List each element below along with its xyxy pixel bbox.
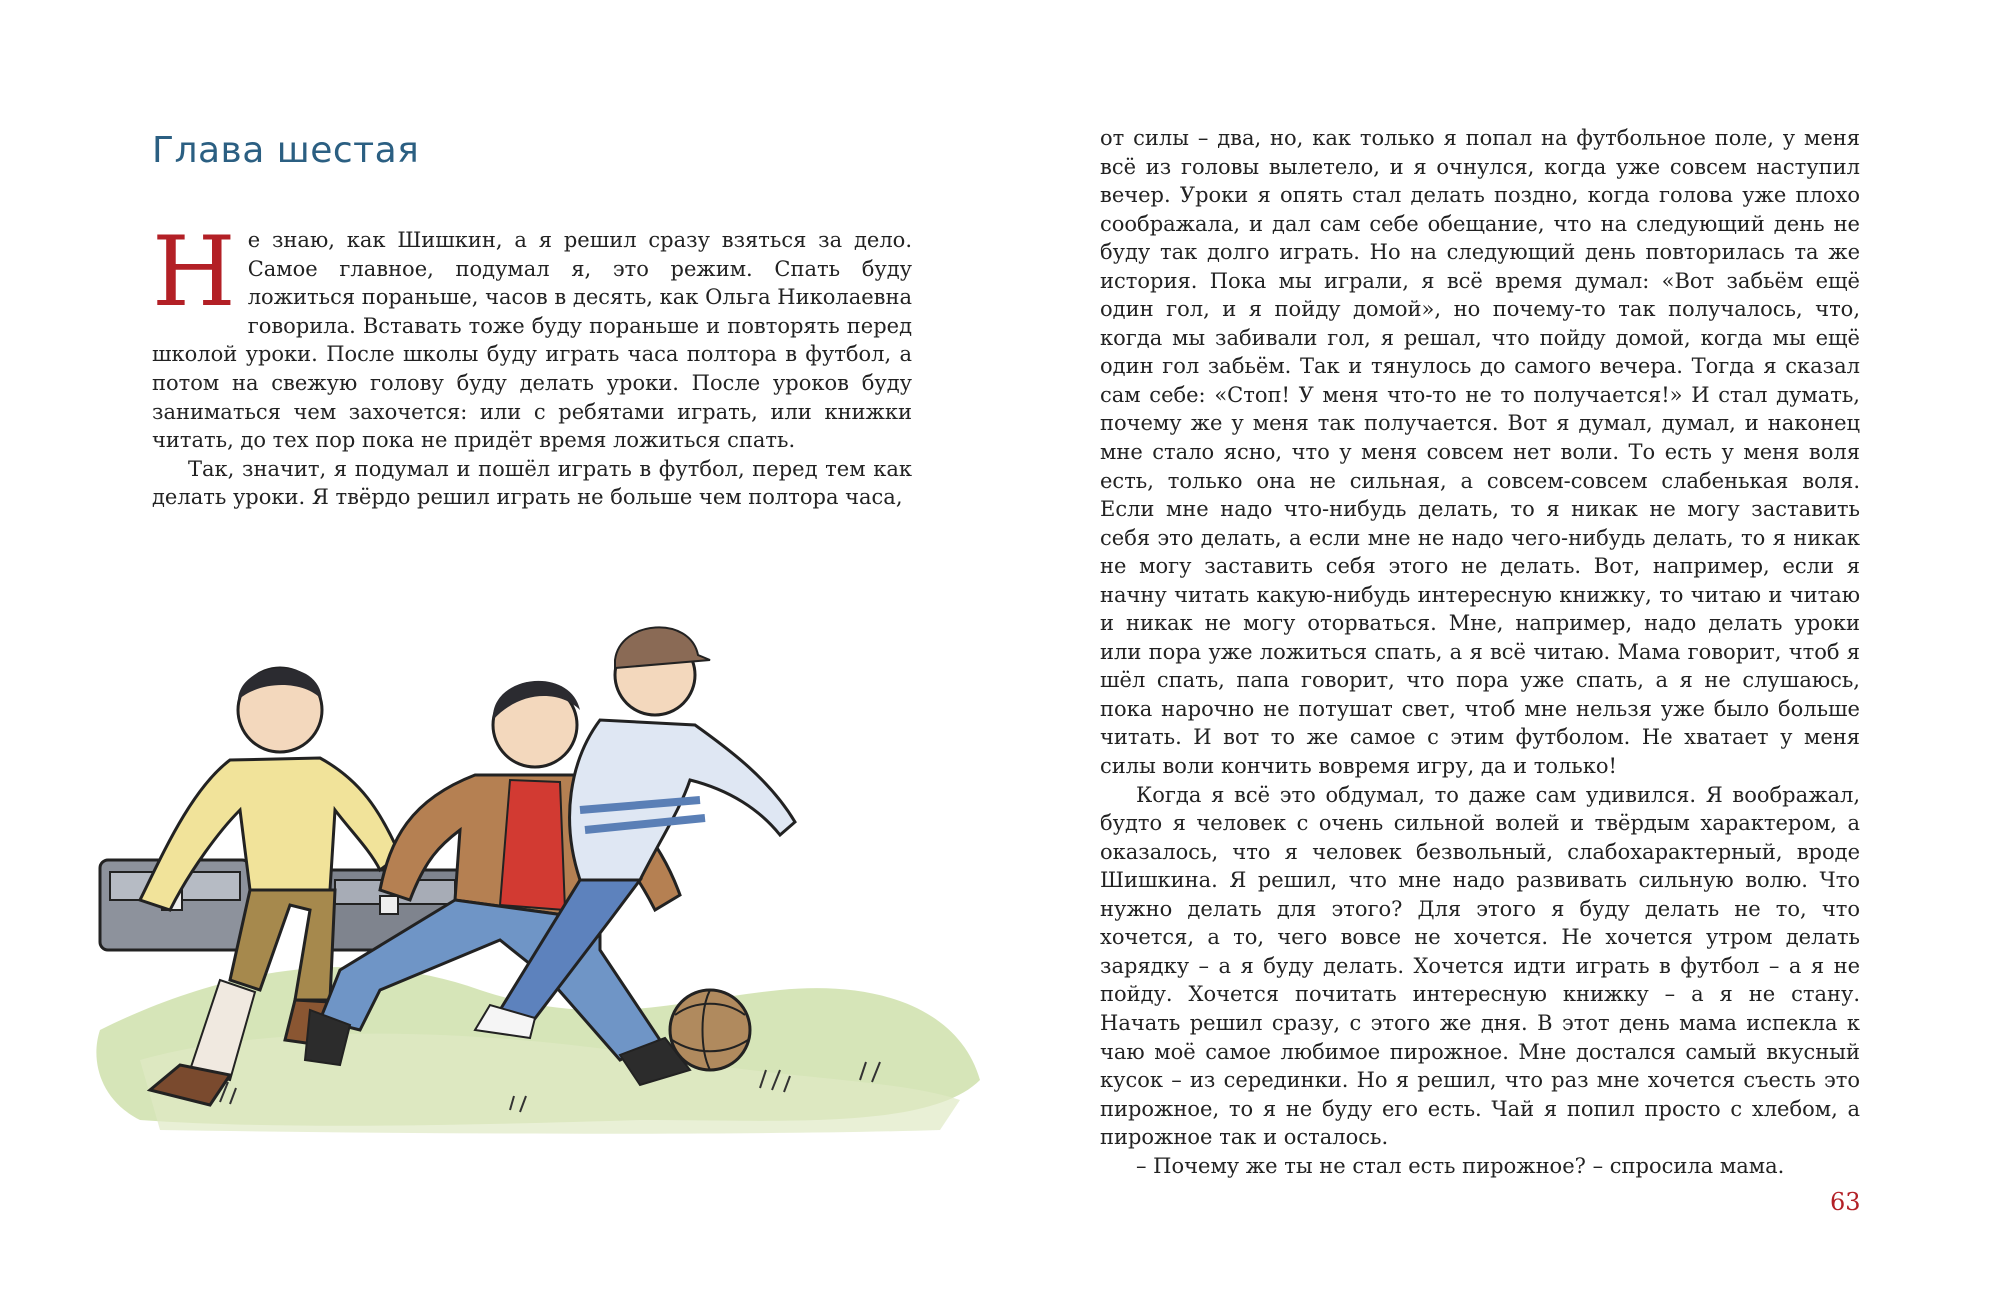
page-number: 63 [1830, 1188, 1861, 1216]
left-paragraph-2: Так, значит, я подумал и пошёл играть в футбол, перед тем как делать уроки. Я твёрдо решил играть не больше чем полтора часа, [152, 456, 912, 510]
chapter-title: Глава шестая [152, 130, 420, 171]
football-illustration [80, 560, 1000, 1160]
drop-cap: Н [152, 216, 236, 328]
right-page [1000, 0, 2000, 1315]
left-paragraph-1 [152, 216, 912, 455]
right-paragraph-3: – Почему же ты не стал есть пирожное? – спросила мама. [1136, 1153, 1785, 1178]
right-text-block [1100, 124, 1860, 1180]
right-paragraph-2: Когда я всё это обдумал, то даже сам удивился. Я воображал, будто я человек с очень сильной волей и твёрдым характером, а оказалось, что я человек безвольный, слабохарактерный, вроде Шишкина. Я решил, что мне надо развивать сильную волю. Что нужно делать для этого? Для этого я буду делать не то, что хочется, а то, чего вовсе не хочется. Не хочется утром делать зарядку – а я буду делать. Хочется идти играть в футбол – а я не пойду. Хочется почитать интересную книжку – а я не стану. Начать решил сразу, с этого же дня. В этот день мама испекла к чаю моё самое любимое пирожное. Мне достался самый вкусный кусок – из серединки. Но я решил, что раз мне хочется съесть это пирожное, то я не буду его есть. Чай я попил просто с хлебом, а пирожное так и осталось. [1100, 782, 1860, 1150]
right-paragraph-1: от силы – два, но, как только я попал на футбольное поле, у меня всё из головы вылетело, и я очнулся, когда уже совсем наступил вечер. Уроки я опять стал делать поздно, когда голова уже плохо соображала, и дал сам себе обещание, что на следующий день не буду так долго играть. Но на следующий день повторилась та же история. Пока мы играли, я всё время думал: «Вот забьём ещё один гол, и я пойду домой», но почему-то так получалось, что, когда мы забивали гол, я решал, что пойду домой, когда мы ещё один гол забьём. Так и тянулось до самого вечера. Тогда я сказал сам себе: «Стоп! У меня что-то не то получается!» И стал думать, почему же у меня так получается. Вот я думал, думал, и наконец мне стало ясно, что у меня совсем нет воли. То есть у меня воля есть, только она не сильная, а совсем-совсем слабенькая воля. Если мне надо что-нибудь делать, то я никак не могу заставить себя это делать, а если мне не надо чего-нибудь делать, то я никак не могу заставить себя этого не делать. Вот, например, если я начну читать какую-нибудь интересную книжку, то читаю и читаю и никак не могу оторваться. Мне, например, надо делать уроки или пора уже ложиться спать, а я всё читаю. Мама говорит, чтоб я шёл спать, папа говорит, что пора уже спать, а я не слушаюсь, пока нарочно не потушат свет, чтоб мне нельзя уже было больше читать. И вот то же самое с этим футболом. Не хватает у меня силы воли кончить вовремя игру, да и только! [1100, 126, 1860, 779]
left-text-block [152, 216, 912, 512]
football-ball [670, 990, 750, 1070]
left-paragraph-1-text: е знаю, как Шишкин, а я решил сразу взяться за дело. Самое главное, подумал я, это режим. Спать буду ложиться пораньше, часов в десять, как Ольга Николаевна говорила. Вставать тоже буду пораньше и повторять перед школой уроки. После школы буду играть часа полтора в футбол, а потом на свежую голову буду делать уроки. После уроков буду заниматься чем захочется: или с ребятами играть, или книжки читать, до тех пор пока не придёт время ложиться спать. [152, 228, 912, 453]
